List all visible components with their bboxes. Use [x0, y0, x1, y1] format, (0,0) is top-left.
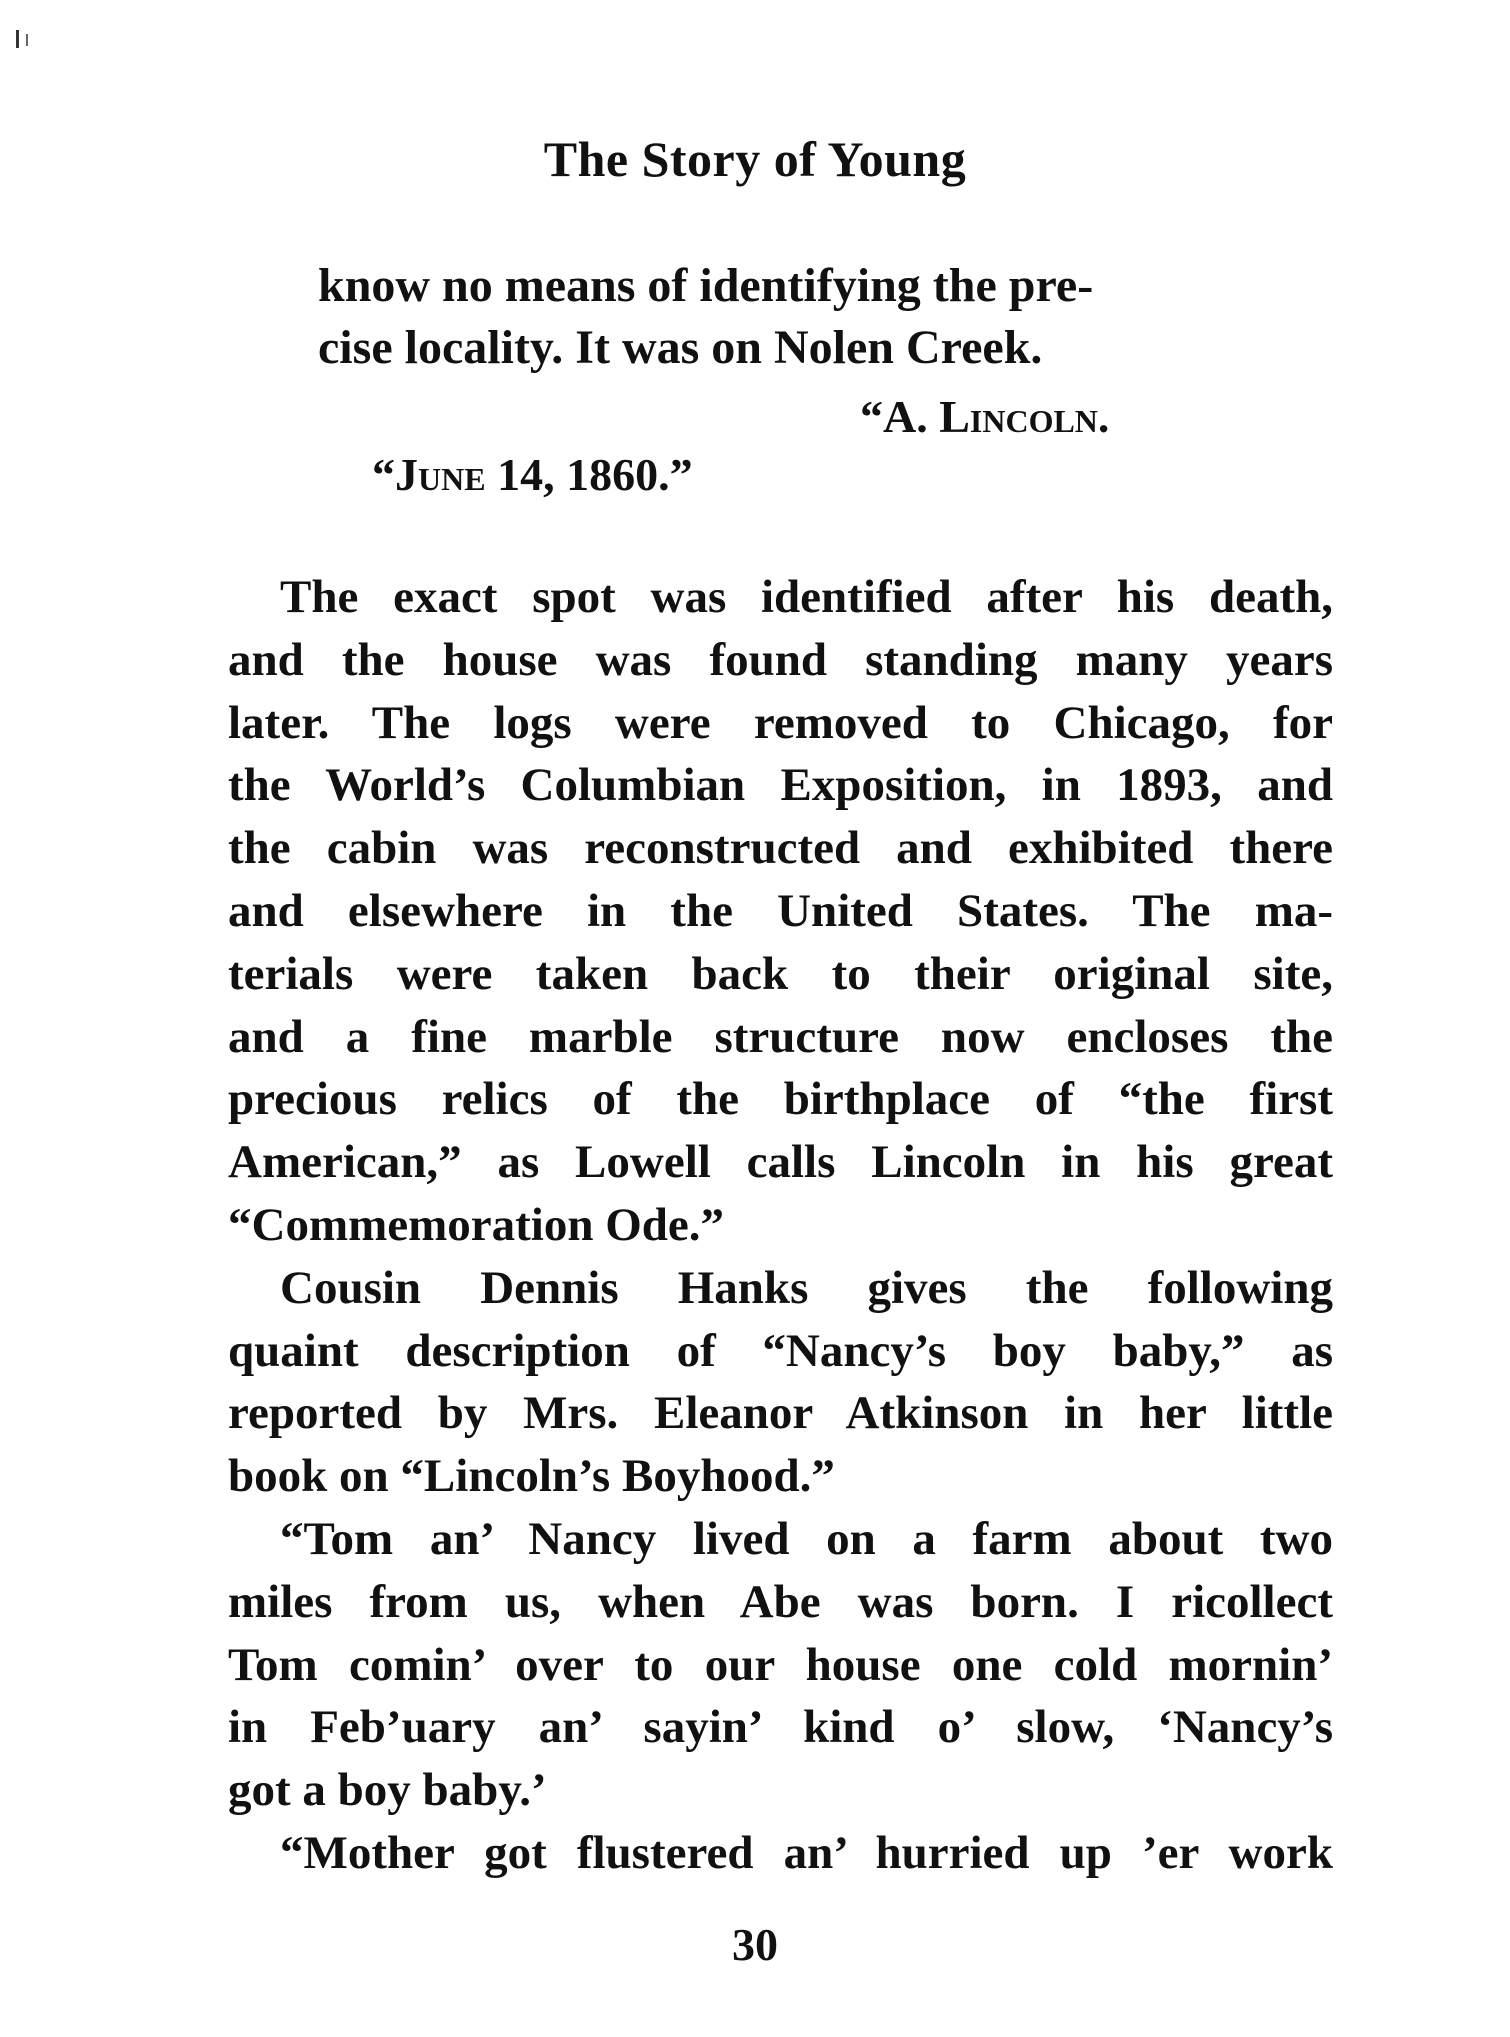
running-head: The Story of Young	[543, 131, 967, 187]
body-line: and the house was found standing many years	[228, 633, 1333, 686]
body-line: the cabin was reconstructed and exhibited there	[228, 822, 1333, 875]
body-line: in Feb’uary an’ sayin’ kind o’ slow, ‘Nancy’s	[228, 1701, 1333, 1754]
body-line: Tom comin’ over to our house one cold mornin’	[228, 1638, 1333, 1691]
body-line: Cousin Dennis Hanks gives the following	[280, 1261, 1333, 1314]
body-line: “Mother got flustered an’ hurried up ’er work	[280, 1826, 1333, 1879]
letter-excerpt	[318, 255, 1218, 379]
body-line: “Commemoration Ode.”	[228, 1198, 725, 1251]
body-line: and elsewhere in the United States. The ma-	[228, 884, 1333, 937]
body-line: miles from us, when Abe was born. I ricollect	[228, 1575, 1333, 1628]
body-line: book on “Lincoln’s Boyhood.”	[228, 1450, 835, 1503]
margin-mark	[26, 34, 28, 46]
body-line: The exact spot was identified after his death,	[280, 571, 1333, 623]
body-line: “Tom an’ Nancy lived on a farm about two	[280, 1512, 1333, 1565]
body-line: terials were taken back to their original site,	[228, 947, 1333, 1000]
letter-line: cise locality. It was on Nolen Creek.	[318, 321, 1043, 374]
page-number: 30	[732, 1919, 778, 1970]
body-line: quaint description of “Nancy’s boy baby,” as	[228, 1324, 1333, 1377]
letter-line: know no means of identifying the pre-	[318, 259, 1094, 312]
body-line: later. The logs were removed to Chicago, for	[228, 696, 1333, 749]
body-line: the World’s Columbian Exposition, in 1893, and	[228, 759, 1333, 812]
body-line: reported by Mrs. Eleanor Atkinson in her little	[228, 1387, 1333, 1440]
letter-signature: “A. Lincoln.	[860, 391, 1110, 442]
body-line: and a fine marble structure now encloses the	[228, 1010, 1333, 1063]
body-text	[228, 566, 1333, 1885]
body-line: got a boy baby.’	[228, 1764, 547, 1817]
body-line: precious relics of the birthplace of “the first	[228, 1073, 1333, 1126]
body-line: American,” as Lowell calls Lincoln in his great	[228, 1136, 1333, 1189]
letter-dateline: “June 14, 1860.”	[372, 449, 693, 500]
margin-mark	[16, 30, 19, 48]
